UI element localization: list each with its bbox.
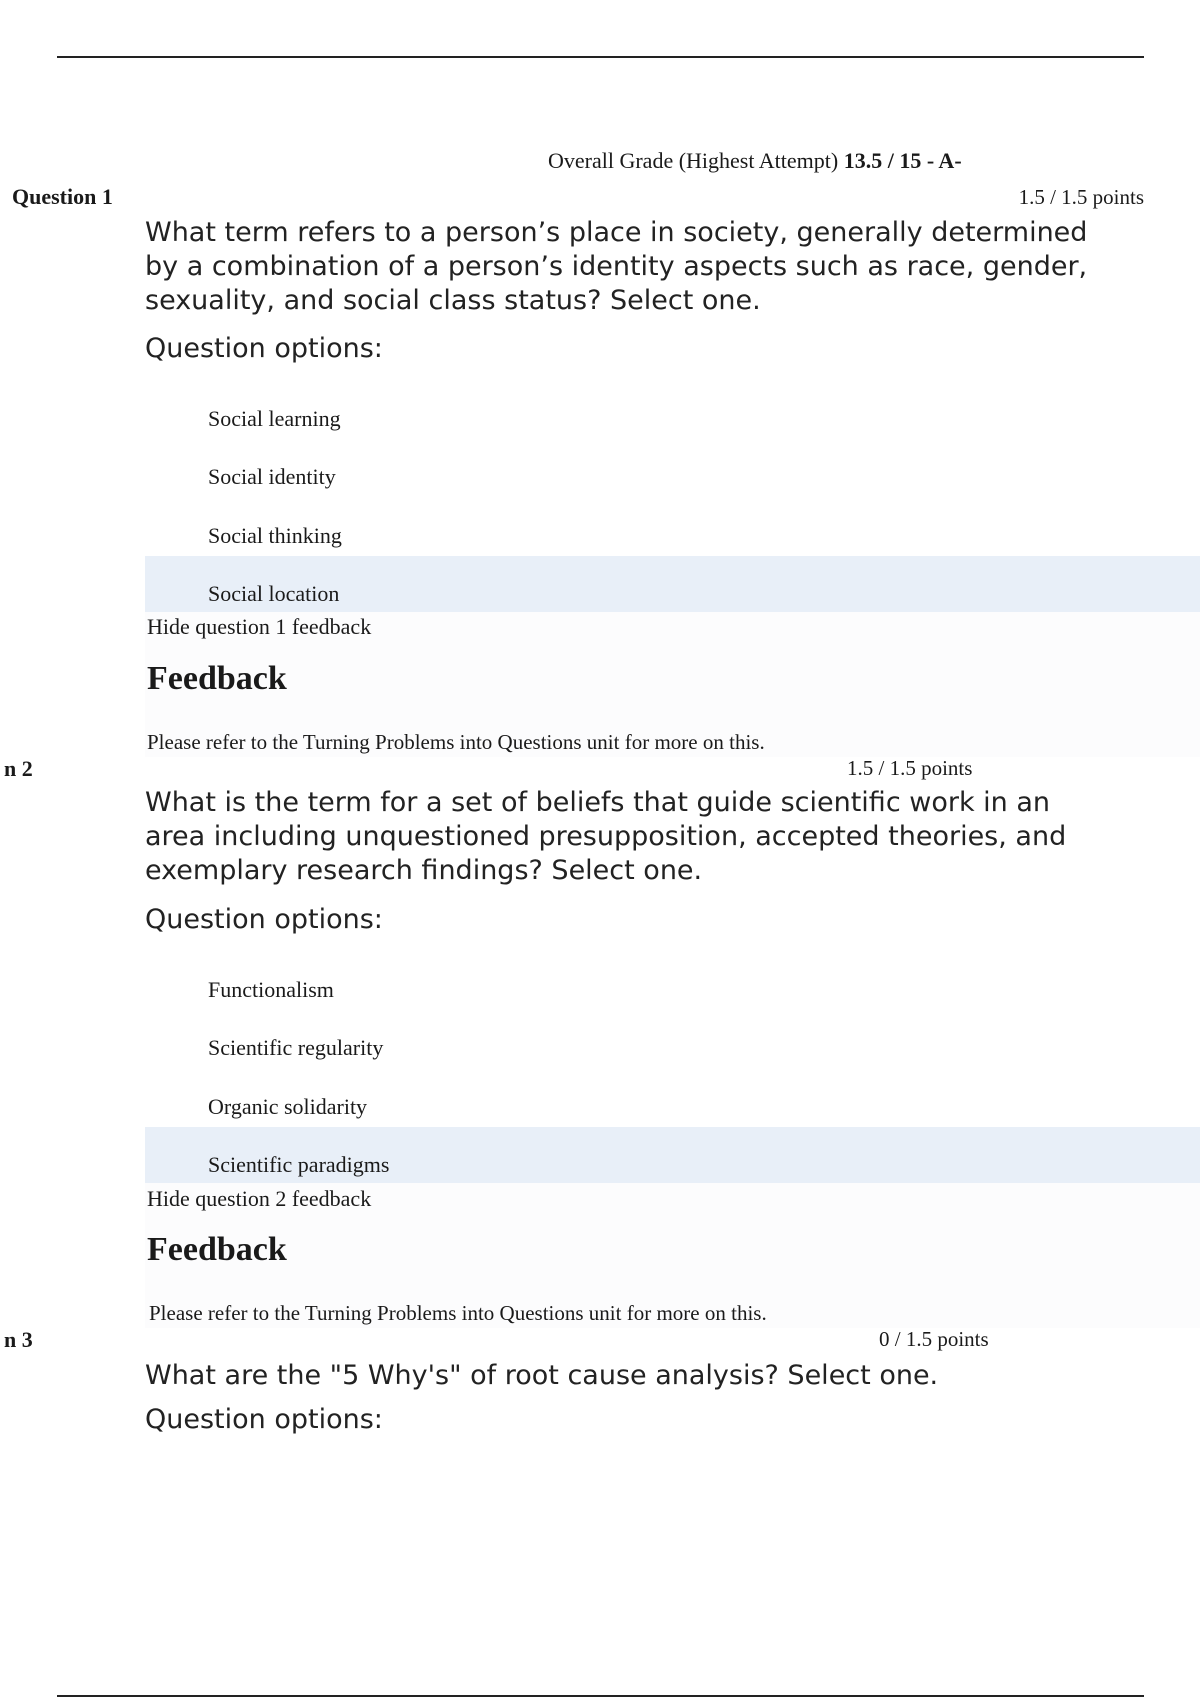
question-1-option-1[interactable]: Social learning: [208, 406, 341, 431]
question-2-feedback-heading: Feedback: [147, 1231, 287, 1268]
question-1-feedback-heading: Feedback: [147, 660, 287, 697]
question-3-options-label: Question options:: [145, 1404, 383, 1435]
bottom-rule: [57, 1695, 1144, 1697]
question-1-option-2[interactable]: Social identity: [208, 464, 336, 489]
question-3-text: What are the "5 Why's" of root cause analysis? Select one.: [145, 1360, 939, 1391]
question-1-options-label: Question options:: [145, 333, 383, 364]
hide-question-2-feedback-link[interactable]: Hide question 2 feedback: [147, 1186, 372, 1211]
question-1-option-4[interactable]: Social location: [208, 581, 340, 606]
question-2-options-label: Question options:: [145, 904, 383, 935]
question-2-points: 1.5 / 1.5 points: [847, 756, 973, 780]
question-2-option-3[interactable]: Organic solidarity: [208, 1094, 368, 1119]
question-2-option-4[interactable]: Scientific paradigms: [208, 1152, 390, 1177]
question-2-label: n 2: [4, 756, 33, 781]
question-2-option-2[interactable]: Scientific regularity: [208, 1035, 384, 1060]
question-2-text: What is the term for a set of beliefs that guide scientific work in an area including unquestioned presupposition, accepted theories, and exemplary research findings? Select one.: [145, 787, 1067, 886]
question-3-label: n 3: [4, 1327, 33, 1352]
overall-grade-value: 13.5 / 15 - A-: [843, 148, 962, 173]
question-1-label: Question 1: [12, 184, 113, 209]
hide-question-1-feedback-link[interactable]: Hide question 1 feedback: [147, 614, 372, 639]
overall-grade: [548, 148, 962, 174]
question-1-option-3[interactable]: Social thinking: [208, 523, 342, 548]
question-1-text: What term refers to a person’s place in society, generally determined by a combination of a person’s identity aspects such as race, gender, sexuality, and social class status? Select one.: [145, 217, 1088, 316]
overall-grade-label: Overall Grade (Highest Attempt): [548, 148, 839, 173]
question-3-points: 0 / 1.5 points: [879, 1327, 989, 1351]
question-1-points: 1.5 / 1.5 points: [1018, 185, 1144, 209]
question-2-feedback-text: Please refer to the Turning Problems into Questions unit for more on this.: [149, 1301, 767, 1325]
top-rule: [57, 56, 1144, 58]
question-2-option-1[interactable]: Functionalism: [208, 977, 334, 1002]
question-1-feedback-text: Please refer to the Turning Problems into Questions unit for more on this.: [147, 730, 765, 754]
